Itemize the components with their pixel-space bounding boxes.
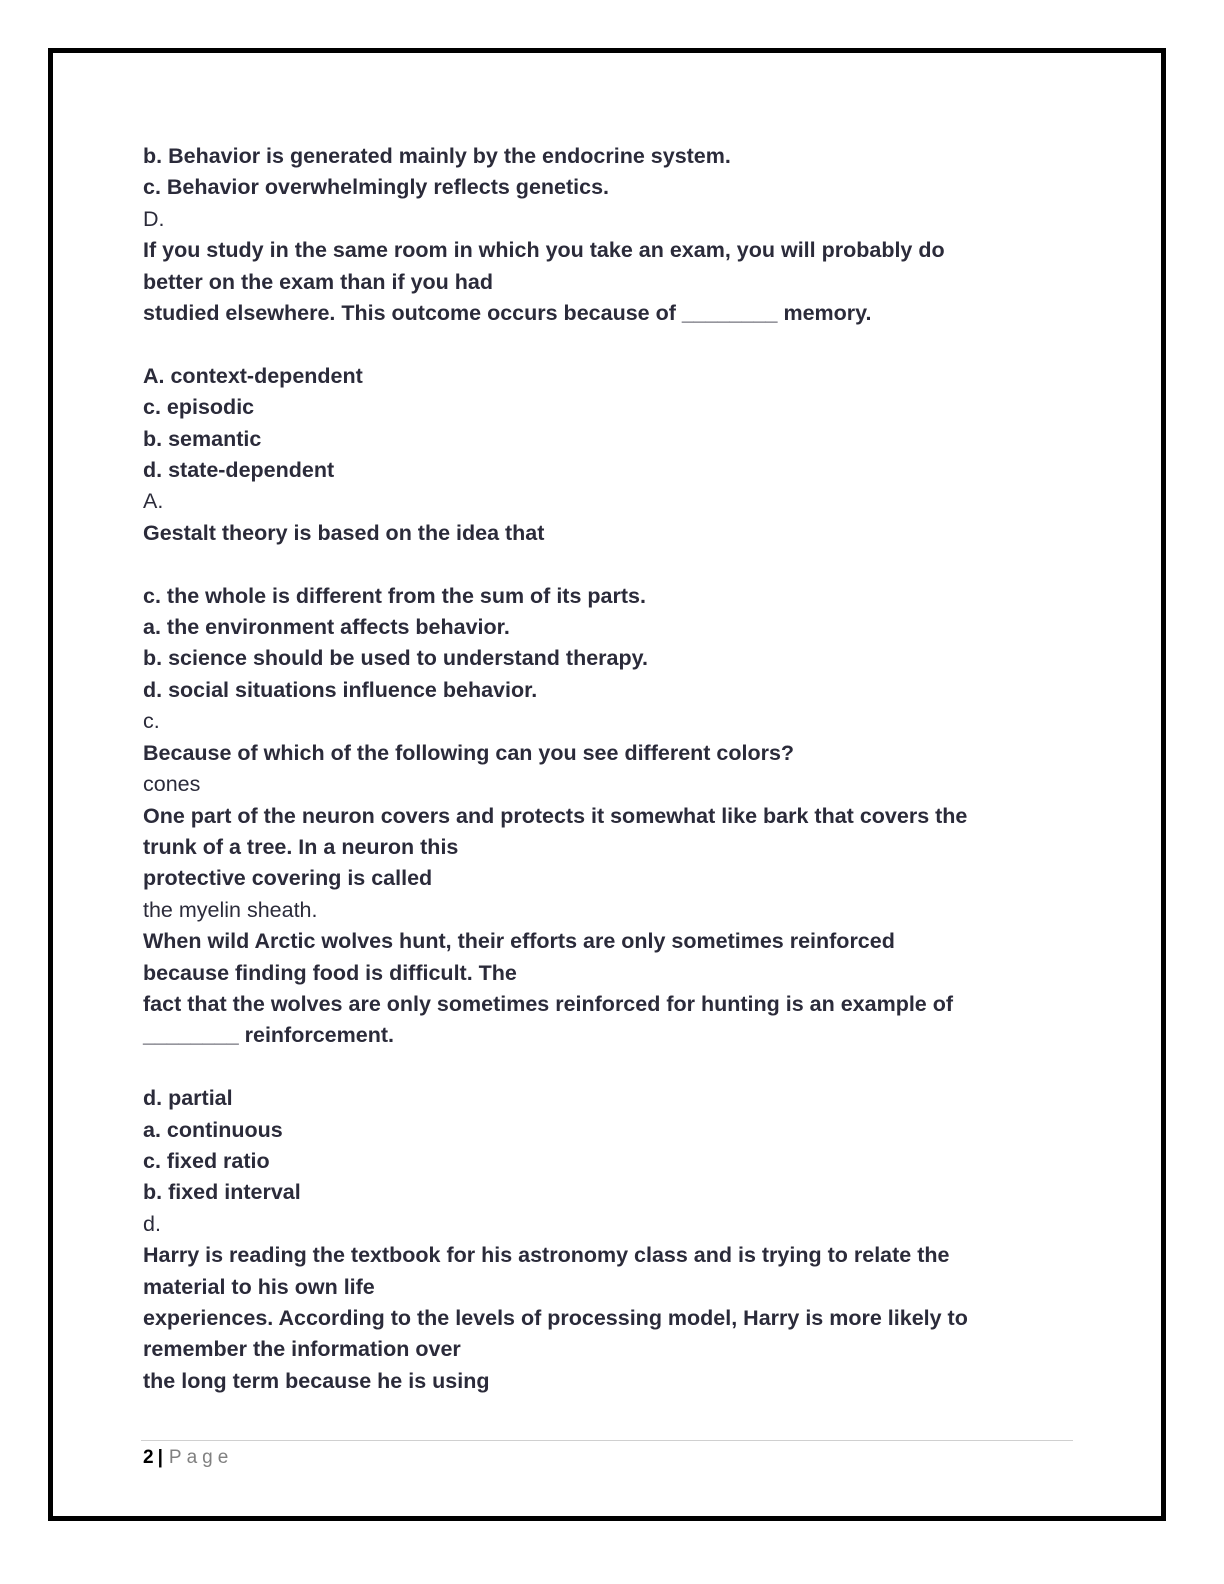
question-text-line: material to his own life bbox=[143, 1274, 375, 1299]
document-body bbox=[143, 141, 1083, 1397]
blank-line bbox=[143, 549, 1083, 580]
answer-text-line: D. bbox=[143, 206, 165, 231]
question-text-line: b. fixed interval bbox=[143, 1180, 301, 1205]
footer-separator: | bbox=[157, 1447, 163, 1468]
question-text-line: the long term because he is using bbox=[143, 1368, 490, 1393]
question-text-line: better on the exam than if you had bbox=[143, 269, 494, 294]
blank-line bbox=[143, 1052, 1083, 1083]
question-text-line: d. social situations influence behavior. bbox=[143, 677, 538, 702]
question-text-line: Gestalt theory is based on the idea that bbox=[143, 520, 545, 545]
page-number: 2 bbox=[143, 1447, 154, 1468]
question-text-line: Harry is reading the textbook for his astronomy class and is trying to relate the bbox=[143, 1243, 950, 1268]
question-text-line: remember the information over bbox=[143, 1337, 461, 1362]
footer-divider bbox=[141, 1440, 1073, 1441]
answer-text-line: A. bbox=[143, 489, 164, 514]
answer-text-line: d. bbox=[143, 1211, 161, 1236]
question-text-line: trunk of a tree. In a neuron this bbox=[143, 834, 459, 859]
question-text-line: One part of the neuron covers and protects it somewhat like bark that covers the bbox=[143, 803, 968, 828]
question-text-line: d. state-dependent bbox=[143, 458, 335, 483]
blank-line bbox=[143, 329, 1083, 360]
question-text-line: fact that the wolves are only sometimes reinforced for hunting is an example of bbox=[143, 991, 954, 1016]
question-text-line: b. semantic bbox=[143, 426, 262, 451]
question-text-line: studied elsewhere. This outcome occurs because of ________ memory. bbox=[143, 301, 872, 326]
answer-text-line: cones bbox=[143, 772, 201, 797]
answer-text-line: the myelin sheath. bbox=[143, 897, 318, 922]
page-label: Page bbox=[168, 1447, 234, 1468]
question-text-line: Because of which of the following can you see different colors? bbox=[143, 740, 795, 765]
question-text-line: c. episodic bbox=[143, 395, 255, 420]
question-text-line: b. Behavior is generated mainly by the endocrine system. bbox=[143, 144, 731, 168]
question-text-line: a. the environment affects behavior. bbox=[143, 615, 510, 640]
question-text-line: protective covering is called bbox=[143, 866, 433, 891]
question-text-line: d. partial bbox=[143, 1086, 233, 1111]
answer-text-line: c. bbox=[143, 709, 160, 734]
question-text-line: b. science should be used to understand therapy. bbox=[143, 646, 648, 671]
page-footer bbox=[143, 1446, 233, 1470]
question-text-line: because finding food is difficult. The bbox=[143, 960, 517, 985]
question-text-line: ________ reinforcement. bbox=[143, 1023, 394, 1048]
question-text-line: a. continuous bbox=[143, 1117, 283, 1142]
question-text-line: experiences. According to the levels of processing model, Harry is more likely to bbox=[143, 1305, 968, 1330]
question-text-line: A. context-dependent bbox=[143, 363, 363, 388]
question-text-line: If you study in the same room in which you take an exam, you will probably do bbox=[143, 238, 945, 263]
question-text-line: c. Behavior overwhelmingly reflects genetics. bbox=[143, 175, 610, 200]
question-text-line: c. the whole is different from the sum of its parts. bbox=[143, 583, 646, 608]
question-text-line: When wild Arctic wolves hunt, their efforts are only sometimes reinforced bbox=[143, 929, 895, 954]
question-text-line: c. fixed ratio bbox=[143, 1148, 270, 1173]
